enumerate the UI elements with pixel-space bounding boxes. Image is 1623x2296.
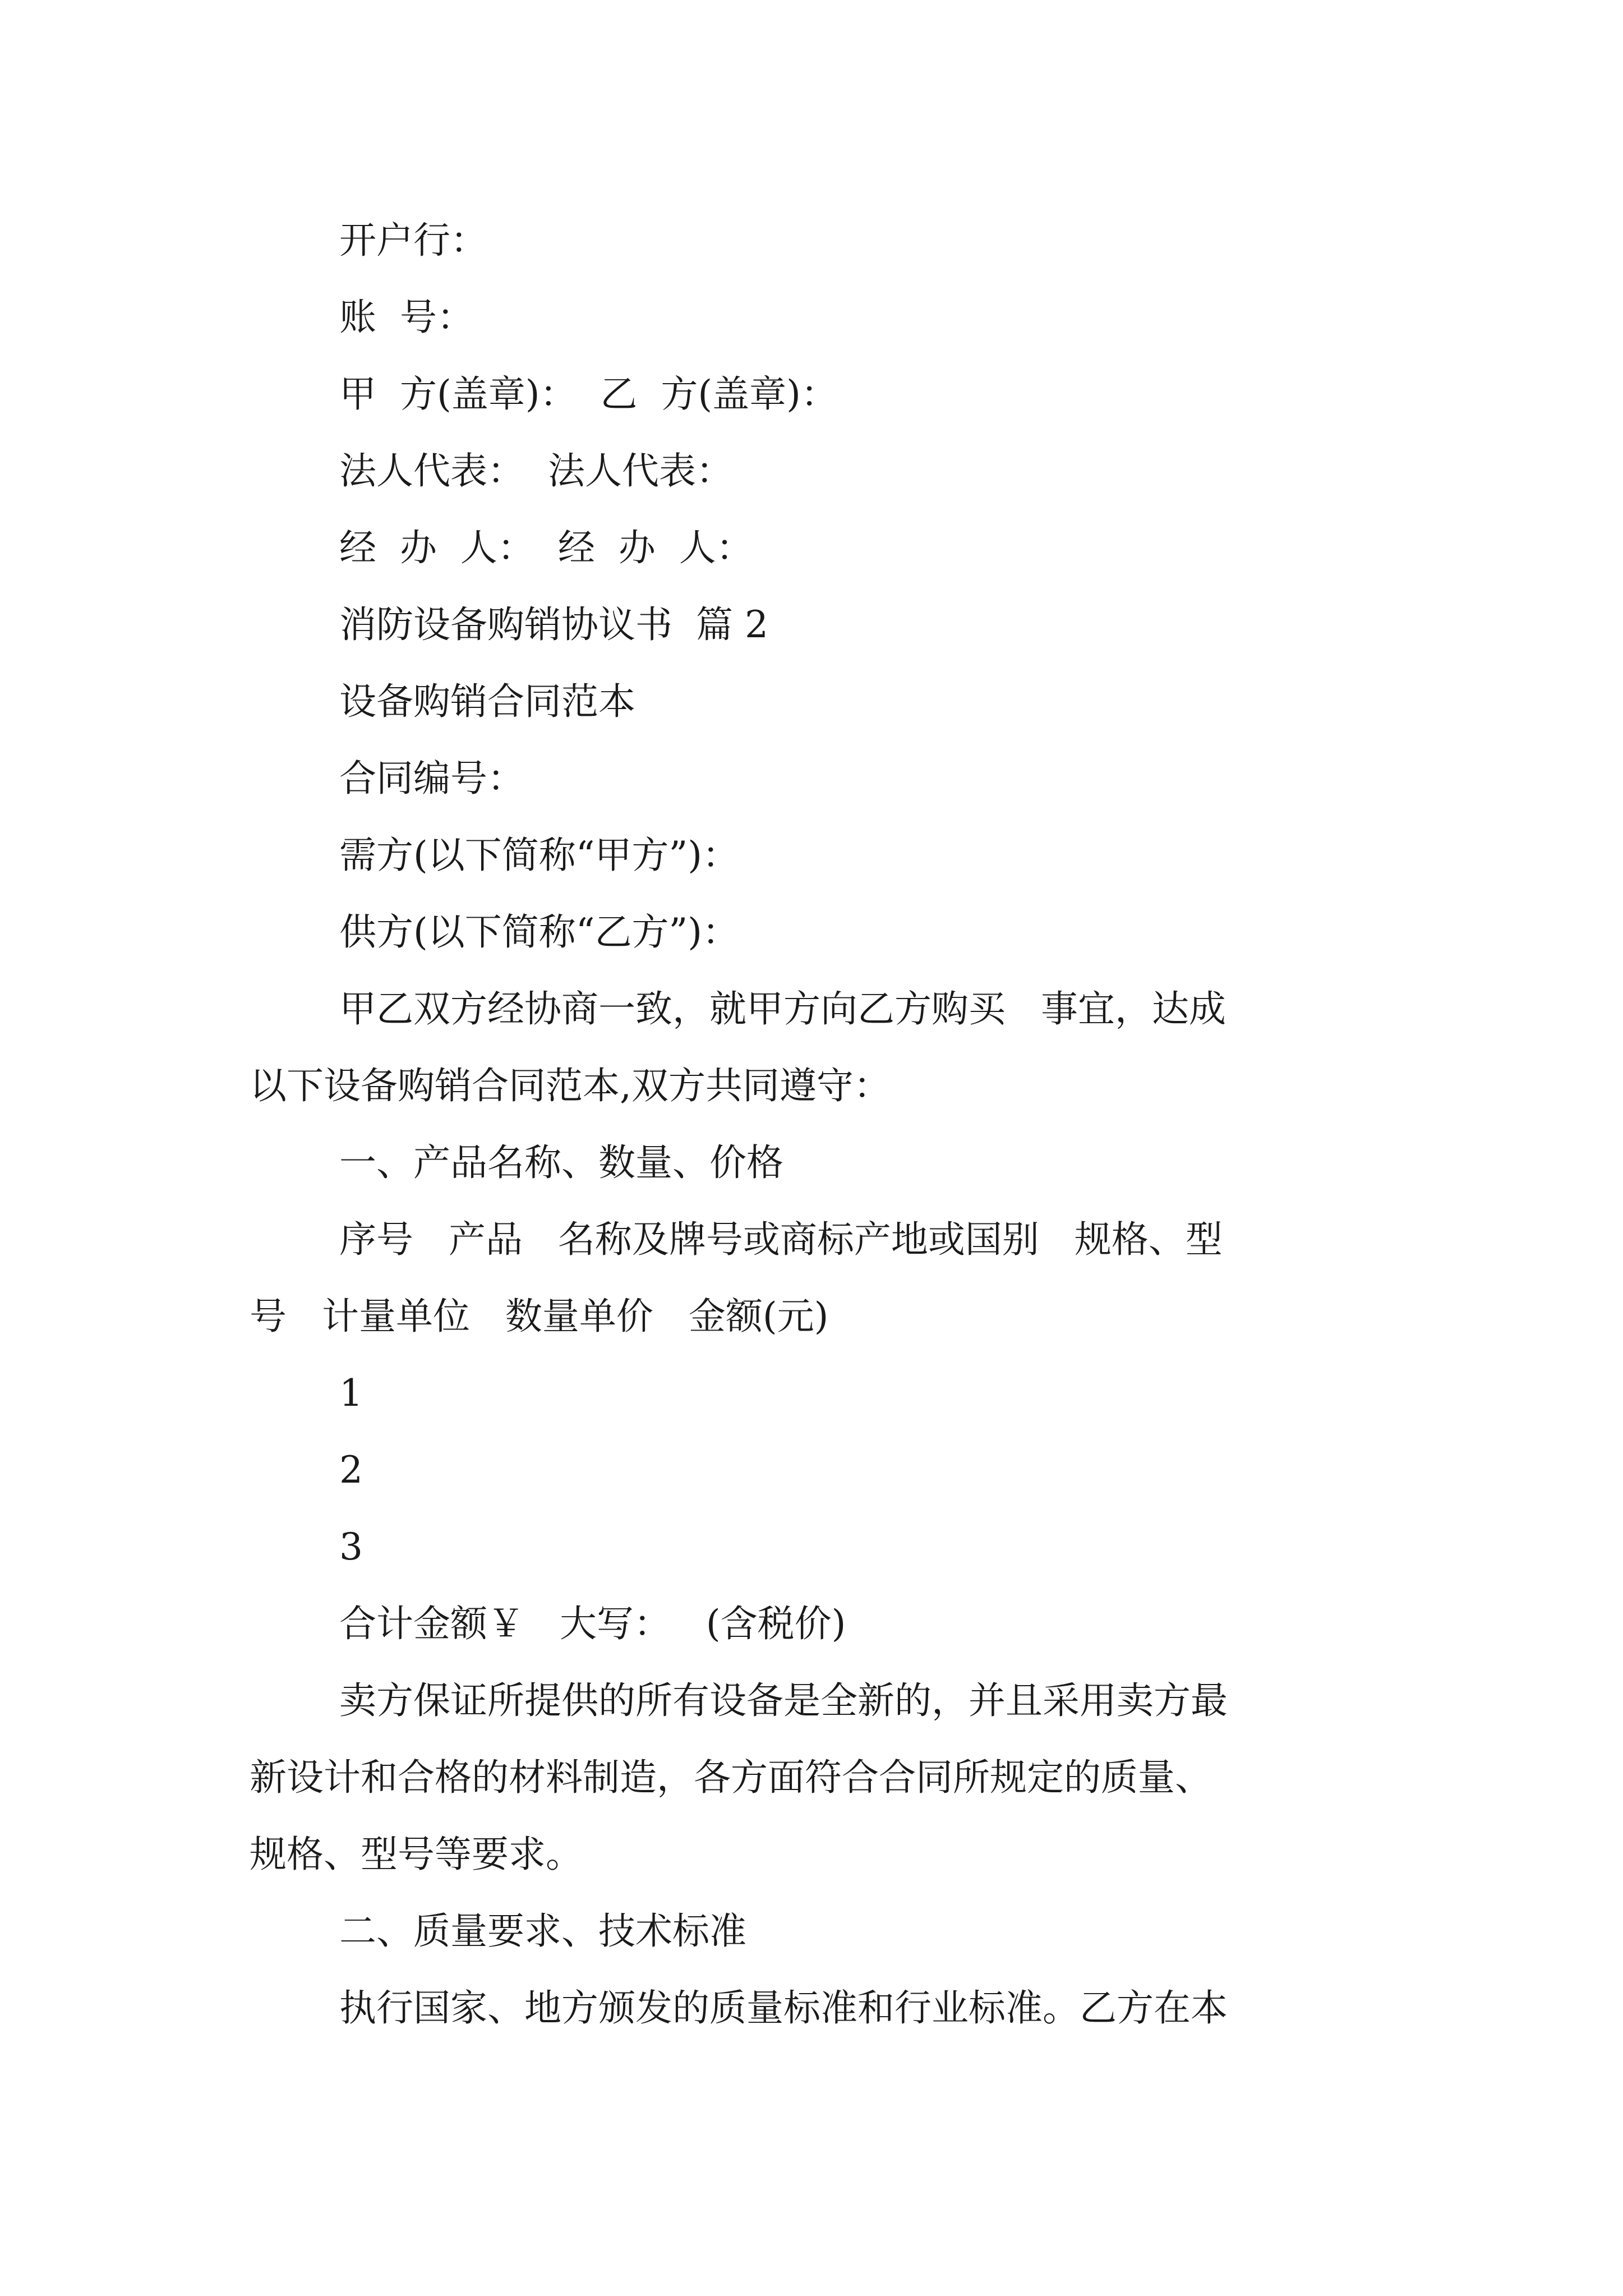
supplier-line: 供方(以下简称“乙方”)： <box>339 910 739 954</box>
total-amount-line: 合计金额￥ 大写： (含税价) <box>339 1602 846 1645</box>
document-body <box>250 202 1388 2046</box>
contract-title: 设备购销合同范本 <box>339 680 635 723</box>
paragraph-line: 卖方保证所提供的所有设备是全新的，并且采用卖方最 <box>339 1679 1228 1722</box>
party-seal-line: 甲 方(盖章)： 乙 方(盖章)： <box>339 372 838 416</box>
clause-heading: 二、质量要求、技术标准 <box>339 1910 746 1953</box>
table-header-line: 序号 产品 名称及牌号或商标产地或国别 规格、型 <box>339 1218 1223 1261</box>
table-row-number: 2 <box>339 1448 363 1492</box>
paragraph-line: 执行国家、地方颁发的质量标准和行业标准。乙方在本 <box>339 1986 1228 2030</box>
section-heading: 消防设备购销协议书 篇 2 <box>339 603 768 646</box>
handler-line: 经 办 人： 经 办 人： <box>339 526 753 569</box>
legal-rep-line: 法人代表： 法人代表： <box>339 449 733 493</box>
contract-number-line: 合同编号： <box>339 757 524 800</box>
paragraph-line: 规格、型号等要求。 <box>250 1833 583 1876</box>
account-line: 账 号： <box>339 296 474 339</box>
table-row-number: 1 <box>339 1372 363 1415</box>
buyer-line: 需方(以下简称“甲方”)： <box>339 834 739 877</box>
bank-line: 开户行： <box>339 219 487 262</box>
clause-heading: 一、产品名称、数量、价格 <box>339 1141 783 1184</box>
paragraph-line: 新设计和合格的材料制造，各方面符合合同所规定的质量、 <box>250 1756 1212 1799</box>
table-header-line: 号 计量单位 数量单价 金额(元) <box>250 1295 829 1338</box>
table-row-number: 3 <box>339 1525 363 1568</box>
paragraph-line: 甲乙双方经协商一致，就甲方向乙方购买 事宜，达成 <box>339 987 1226 1030</box>
paragraph-line: 以下设备购销合同范本,双方共同遵守： <box>250 1064 891 1107</box>
